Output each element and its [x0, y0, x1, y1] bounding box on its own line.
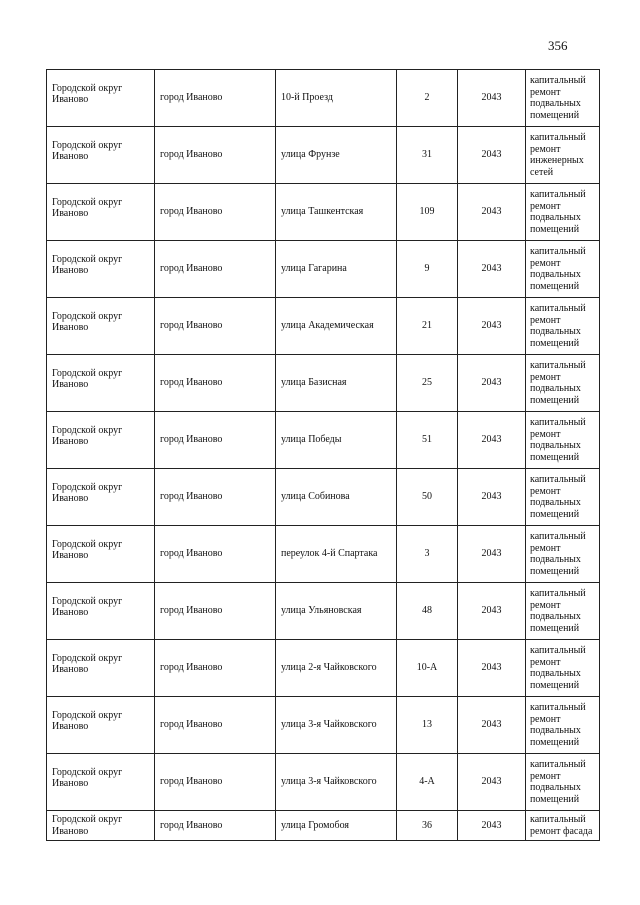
okrug-text: Городской округ Иваново	[52, 196, 123, 219]
cell-year: 2043	[458, 526, 526, 583]
cell-house-number: 21	[397, 298, 458, 355]
cell-okrug	[47, 583, 155, 640]
table-row	[47, 184, 600, 241]
cell-gorod: город Иваново	[155, 184, 276, 241]
okrug-text: Городской округ Иваново	[52, 481, 123, 504]
cell-street: улица 2-я Чайковского	[276, 640, 397, 697]
cell-street: улица 3-я Чайковского	[276, 754, 397, 811]
cell-year: 2043	[458, 70, 526, 127]
cell-house-number: 10-А	[397, 640, 458, 697]
cell-okrug	[47, 241, 155, 298]
cell-house-number: 36	[397, 811, 458, 841]
cell-house-number: 2	[397, 70, 458, 127]
cell-house-number: 48	[397, 583, 458, 640]
cell-work-type: капитальный ремонт подвальных помещений	[526, 469, 600, 526]
cell-street: улица Собинова	[276, 469, 397, 526]
cell-work-type: капитальный ремонт подвальных помещений	[526, 412, 600, 469]
table-row	[47, 70, 600, 127]
cell-work-type: капитальный ремонт подвальных помещений	[526, 355, 600, 412]
cell-work-type: капитальный ремонт инженерных сетей	[526, 127, 600, 184]
cell-street: улица Фрунзе	[276, 127, 397, 184]
cell-okrug	[47, 697, 155, 754]
cell-street: улица 3-я Чайковского	[276, 697, 397, 754]
cell-street: улица Громобоя	[276, 811, 397, 841]
table-row	[47, 355, 600, 412]
okrug-text: Городской округ Иваново	[52, 310, 123, 333]
cell-street: улица Ульяновская	[276, 583, 397, 640]
cell-year: 2043	[458, 811, 526, 841]
cell-okrug	[47, 469, 155, 526]
cell-gorod: город Иваново	[155, 469, 276, 526]
cell-year: 2043	[458, 127, 526, 184]
cell-okrug	[47, 127, 155, 184]
cell-work-type: капитальный ремонт подвальных помещений	[526, 583, 600, 640]
okrug-text: Городской округ Иваново	[52, 139, 123, 162]
cell-house-number: 31	[397, 127, 458, 184]
cell-gorod: город Иваново	[155, 412, 276, 469]
okrug-text: Городской округ Иваново	[52, 82, 123, 105]
okrug-text: Городской округ Иваново	[52, 595, 123, 618]
cell-okrug	[47, 70, 155, 127]
table-row	[47, 811, 600, 841]
cell-gorod: город Иваново	[155, 127, 276, 184]
cell-gorod: город Иваново	[155, 754, 276, 811]
cell-year: 2043	[458, 469, 526, 526]
cell-street: 10-й Проезд	[276, 70, 397, 127]
cell-okrug	[47, 526, 155, 583]
table-row	[47, 526, 600, 583]
cell-work-type: капитальный ремонт подвальных помещений	[526, 640, 600, 697]
table-row	[47, 640, 600, 697]
okrug-text: Городской округ Иваново	[52, 709, 123, 732]
cell-gorod: город Иваново	[155, 70, 276, 127]
okrug-text: Городской округ Иваново	[52, 652, 123, 675]
cell-street: улица Базисная	[276, 355, 397, 412]
cell-okrug	[47, 355, 155, 412]
cell-okrug	[47, 754, 155, 811]
cell-work-type: капитальный ремонт подвальных помещений	[526, 70, 600, 127]
cell-year: 2043	[458, 298, 526, 355]
okrug-text: Городской округ Иваново	[52, 766, 123, 789]
table-row	[47, 697, 600, 754]
cell-gorod: город Иваново	[155, 355, 276, 412]
okrug-text: Городской округ Иваново	[52, 538, 123, 561]
cell-okrug	[47, 640, 155, 697]
okrug-text: Городской округ Иваново	[52, 367, 123, 390]
page-number: 356	[548, 38, 568, 53]
cell-gorod: город Иваново	[155, 298, 276, 355]
table-row	[47, 583, 600, 640]
cell-house-number: 3	[397, 526, 458, 583]
table-row	[47, 241, 600, 298]
cell-year: 2043	[458, 754, 526, 811]
okrug-text: Городской округ Иваново	[52, 253, 123, 276]
cell-okrug	[47, 184, 155, 241]
cell-okrug	[47, 298, 155, 355]
cell-work-type: капитальный ремонт подвальных помещений	[526, 526, 600, 583]
cell-street: улица Гагарина	[276, 241, 397, 298]
cell-house-number: 13	[397, 697, 458, 754]
table-row	[47, 469, 600, 526]
okrug-text: Городской округ Иваново	[52, 424, 123, 447]
cell-work-type: капитальный ремонт подвальных помещений	[526, 697, 600, 754]
cell-year: 2043	[458, 355, 526, 412]
cell-gorod: город Иваново	[155, 583, 276, 640]
cell-house-number: 25	[397, 355, 458, 412]
cell-work-type: капитальный ремонт подвальных помещений	[526, 241, 600, 298]
cell-work-type: капитальный ремонт подвальных помещений	[526, 754, 600, 811]
cell-year: 2043	[458, 184, 526, 241]
table-row	[47, 298, 600, 355]
cell-year: 2043	[458, 697, 526, 754]
cell-work-type: капитальный ремонт подвальных помещений	[526, 298, 600, 355]
cell-year: 2043	[458, 241, 526, 298]
cell-street: улица Академическая	[276, 298, 397, 355]
cell-work-type: капитальный ремонт подвальных помещений	[526, 184, 600, 241]
repair-schedule-table	[46, 69, 600, 841]
cell-gorod: город Иваново	[155, 811, 276, 841]
cell-house-number: 9	[397, 241, 458, 298]
cell-house-number: 51	[397, 412, 458, 469]
cell-house-number: 109	[397, 184, 458, 241]
table-row	[47, 127, 600, 184]
cell-year: 2043	[458, 412, 526, 469]
cell-gorod: город Иваново	[155, 241, 276, 298]
cell-gorod: город Иваново	[155, 526, 276, 583]
cell-gorod: город Иваново	[155, 697, 276, 754]
cell-okrug	[47, 412, 155, 469]
cell-year: 2043	[458, 640, 526, 697]
cell-street: улица Победы	[276, 412, 397, 469]
cell-house-number: 50	[397, 469, 458, 526]
cell-house-number: 4-А	[397, 754, 458, 811]
cell-street: улица Ташкентская	[276, 184, 397, 241]
cell-okrug: Городской округ Иваново	[47, 811, 155, 841]
table-row	[47, 754, 600, 811]
cell-year: 2043	[458, 583, 526, 640]
table-body	[47, 70, 600, 841]
cell-street: переулок 4-й Спартака	[276, 526, 397, 583]
table-row	[47, 412, 600, 469]
cell-work-type: капитальный ремонт фасада	[526, 811, 600, 841]
cell-gorod: город Иваново	[155, 640, 276, 697]
